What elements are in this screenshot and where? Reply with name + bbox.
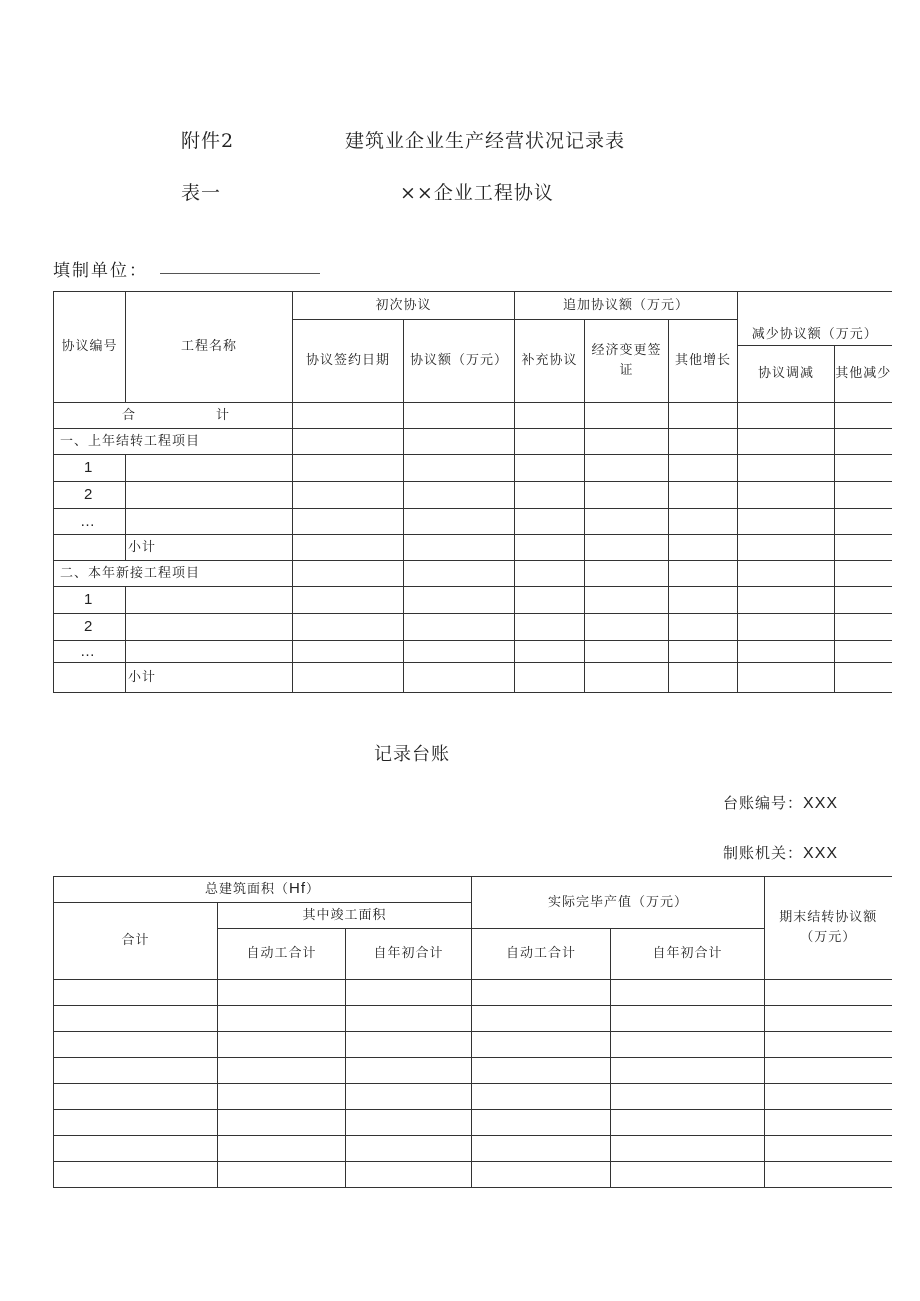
table-cell[interactable] bbox=[835, 641, 892, 663]
header-output-since-start: 自动工合计 bbox=[472, 929, 611, 980]
table-cell[interactable] bbox=[738, 561, 835, 587]
table-cell[interactable] bbox=[738, 429, 835, 455]
table-cell[interactable] bbox=[835, 429, 892, 455]
header-agreement-no: 协议编号 bbox=[54, 292, 126, 403]
table-cell[interactable] bbox=[835, 561, 892, 587]
table-cell[interactable] bbox=[611, 1006, 765, 1032]
table-cell[interactable] bbox=[585, 509, 669, 535]
table-cell[interactable] bbox=[346, 1162, 472, 1188]
table-row bbox=[54, 980, 892, 1006]
header-added-amount: 追加协议额（万元） bbox=[515, 292, 738, 320]
ledger-organ-value: XXX bbox=[803, 845, 839, 862]
table-cell[interactable] bbox=[126, 641, 293, 663]
table-cell[interactable] bbox=[126, 482, 293, 509]
table-cell[interactable] bbox=[218, 1032, 346, 1058]
table-cell[interactable] bbox=[515, 429, 585, 455]
table-cell[interactable] bbox=[346, 1058, 472, 1084]
table-cell[interactable] bbox=[611, 1032, 765, 1058]
table-cell[interactable] bbox=[472, 1084, 611, 1110]
table-cell[interactable] bbox=[293, 663, 404, 693]
table-row bbox=[54, 587, 892, 614]
table-cell[interactable] bbox=[404, 641, 515, 663]
table-cell[interactable] bbox=[293, 587, 404, 614]
table-cell[interactable] bbox=[765, 1084, 892, 1110]
table-number: 表一 bbox=[181, 182, 222, 204]
header-project-name: 工程名称 bbox=[126, 292, 293, 403]
table-cell[interactable] bbox=[404, 403, 515, 429]
table-row bbox=[54, 455, 892, 482]
table-cell[interactable] bbox=[218, 1084, 346, 1110]
table-row bbox=[54, 641, 892, 663]
table-cell[interactable] bbox=[765, 1032, 892, 1058]
table-cell[interactable] bbox=[585, 403, 669, 429]
table-cell[interactable] bbox=[738, 403, 835, 429]
ledger-organ bbox=[723, 842, 838, 863]
table-cell[interactable] bbox=[54, 1110, 218, 1136]
section-new-label: 二、本年新接工程项目 bbox=[54, 561, 293, 587]
table-cell[interactable] bbox=[585, 641, 669, 663]
table-cell[interactable] bbox=[54, 1136, 218, 1162]
table-cell[interactable] bbox=[293, 614, 404, 641]
table-cell[interactable] bbox=[515, 641, 585, 663]
table-cell[interactable] bbox=[669, 614, 738, 641]
table-cell[interactable] bbox=[404, 535, 515, 561]
table-row bbox=[54, 1058, 892, 1084]
document-title: 建筑业企业生产经营状况记录表 bbox=[345, 130, 626, 152]
total-area-unit: Hf bbox=[289, 880, 306, 897]
attachment-label: 附件2 bbox=[181, 130, 235, 152]
total-area-suffix: ） bbox=[306, 882, 321, 897]
fill-unit-blank[interactable] bbox=[160, 273, 320, 274]
table-cell[interactable] bbox=[515, 509, 585, 535]
table-cell[interactable] bbox=[54, 1162, 218, 1188]
table-cell[interactable] bbox=[669, 587, 738, 614]
table-cell[interactable] bbox=[404, 614, 515, 641]
section-row bbox=[54, 561, 892, 587]
table-cell[interactable] bbox=[472, 1136, 611, 1162]
header-initial-agreement: 初次协议 bbox=[293, 292, 515, 320]
table-cell[interactable] bbox=[293, 561, 404, 587]
ledger-number-label: 台账编号： bbox=[723, 794, 804, 812]
table-cell[interactable] bbox=[585, 663, 669, 693]
total-area-prefix: 总建筑面积（ bbox=[204, 882, 289, 897]
table-cell[interactable] bbox=[218, 1006, 346, 1032]
table-cell[interactable] bbox=[835, 614, 892, 641]
table-cell[interactable] bbox=[472, 1058, 611, 1084]
header-total-area bbox=[54, 877, 472, 903]
table-cell[interactable] bbox=[669, 641, 738, 663]
header-reduced-amount: 减少协议额（万元） bbox=[738, 292, 892, 346]
header-actual-output: 实际完毕产值（万元） bbox=[472, 877, 765, 929]
table-cell[interactable] bbox=[738, 614, 835, 641]
table-cell[interactable] bbox=[346, 1006, 472, 1032]
table-cell[interactable] bbox=[835, 482, 892, 509]
table-cell[interactable] bbox=[404, 455, 515, 482]
table-cell[interactable] bbox=[585, 455, 669, 482]
table-cell[interactable] bbox=[669, 455, 738, 482]
table-cell[interactable] bbox=[472, 980, 611, 1006]
table-cell[interactable] bbox=[515, 482, 585, 509]
agreement-table bbox=[53, 291, 892, 693]
table-title: ××企业工程协议 bbox=[400, 182, 554, 204]
table-cell[interactable] bbox=[585, 587, 669, 614]
table-cell[interactable] bbox=[404, 663, 515, 693]
table-cell[interactable] bbox=[293, 641, 404, 663]
table-row bbox=[54, 1136, 892, 1162]
table-cell[interactable] bbox=[738, 482, 835, 509]
table-cell[interactable] bbox=[585, 429, 669, 455]
table-cell[interactable] bbox=[293, 455, 404, 482]
table-cell[interactable] bbox=[515, 403, 585, 429]
header-output-year-to-date: 自年初合计 bbox=[611, 929, 765, 980]
table-cell[interactable] bbox=[515, 663, 585, 693]
table-cell[interactable] bbox=[472, 1110, 611, 1136]
table-cell[interactable] bbox=[669, 482, 738, 509]
table-cell[interactable] bbox=[346, 1084, 472, 1110]
table-cell[interactable] bbox=[126, 509, 293, 535]
table-cell[interactable] bbox=[293, 535, 404, 561]
table-cell[interactable] bbox=[738, 535, 835, 561]
table-cell[interactable] bbox=[585, 561, 669, 587]
row-number: 1 bbox=[54, 455, 126, 482]
table-cell[interactable] bbox=[404, 482, 515, 509]
table-cell[interactable] bbox=[515, 535, 585, 561]
subtotal-label: 小计 bbox=[126, 663, 293, 693]
ledger-title: 记录台账 bbox=[374, 744, 450, 765]
section-row bbox=[54, 429, 892, 455]
header-ending-carryover: 期末结转协议额（万元） bbox=[765, 877, 892, 980]
table-cell[interactable] bbox=[472, 1162, 611, 1188]
table-cell[interactable] bbox=[611, 1084, 765, 1110]
table-cell[interactable] bbox=[738, 663, 835, 693]
table-cell[interactable] bbox=[611, 1058, 765, 1084]
table-cell[interactable] bbox=[515, 455, 585, 482]
header-economic-change: 经济变更签证 bbox=[585, 320, 669, 403]
table-cell[interactable] bbox=[54, 535, 126, 561]
ledger-table bbox=[53, 876, 892, 1188]
subtotal-row bbox=[54, 535, 892, 561]
table-cell[interactable] bbox=[669, 509, 738, 535]
subtotal-row bbox=[54, 663, 892, 693]
table-cell[interactable] bbox=[346, 1136, 472, 1162]
table-cell[interactable] bbox=[611, 1110, 765, 1136]
table-cell[interactable] bbox=[54, 1032, 218, 1058]
row-number: 2 bbox=[54, 614, 126, 641]
total-label-he: 合 bbox=[122, 407, 137, 423]
header-completed-area: 其中竣工面积 bbox=[218, 903, 472, 929]
header-total: 合计 bbox=[54, 903, 218, 980]
header-agreement-adjust: 协议调减 bbox=[738, 346, 835, 403]
table-cell[interactable] bbox=[404, 561, 515, 587]
row-number: 1 bbox=[54, 587, 126, 614]
table-row bbox=[54, 1162, 892, 1188]
header-other-increase: 其他增长 bbox=[669, 320, 738, 403]
table-cell[interactable] bbox=[293, 429, 404, 455]
table-cell[interactable] bbox=[765, 1006, 892, 1032]
table-cell[interactable] bbox=[611, 980, 765, 1006]
row-number: 2 bbox=[54, 482, 126, 509]
ledger-number-value: XXX bbox=[803, 795, 839, 812]
table-cell[interactable] bbox=[515, 587, 585, 614]
fill-unit-label: 填制单位： bbox=[53, 261, 148, 281]
table-cell[interactable] bbox=[54, 1058, 218, 1084]
table-cell[interactable] bbox=[404, 587, 515, 614]
table-cell[interactable] bbox=[765, 1058, 892, 1084]
table-cell[interactable] bbox=[835, 509, 892, 535]
table-cell[interactable] bbox=[218, 1058, 346, 1084]
row-ellipsis: … bbox=[54, 509, 126, 535]
header-other-decrease: 其他减少 bbox=[835, 346, 892, 403]
table-cell[interactable] bbox=[765, 1162, 892, 1188]
table-cell[interactable] bbox=[515, 614, 585, 641]
table-cell[interactable] bbox=[835, 535, 892, 561]
total-label bbox=[54, 403, 293, 429]
ledger-number bbox=[723, 792, 838, 813]
table-cell[interactable] bbox=[54, 663, 126, 693]
table-cell[interactable] bbox=[585, 614, 669, 641]
table-cell[interactable] bbox=[738, 455, 835, 482]
table-row bbox=[54, 1032, 892, 1058]
table-cell[interactable] bbox=[218, 1136, 346, 1162]
header-sign-date: 协议签约日期 bbox=[293, 320, 404, 403]
table-cell[interactable] bbox=[54, 1006, 218, 1032]
table-cell[interactable] bbox=[738, 641, 835, 663]
table-cell[interactable] bbox=[293, 509, 404, 535]
table-cell[interactable] bbox=[669, 535, 738, 561]
table-cell[interactable] bbox=[738, 509, 835, 535]
table-row bbox=[54, 1006, 892, 1032]
table-cell[interactable] bbox=[669, 561, 738, 587]
table-cell[interactable] bbox=[346, 980, 472, 1006]
table-cell[interactable] bbox=[515, 561, 585, 587]
table-cell[interactable] bbox=[611, 1136, 765, 1162]
table-row bbox=[54, 482, 892, 509]
table-cell[interactable] bbox=[126, 587, 293, 614]
table-cell[interactable] bbox=[765, 980, 892, 1006]
header-area-since-start: 自动工合计 bbox=[218, 929, 346, 980]
table-cell[interactable] bbox=[765, 1110, 892, 1136]
table-cell[interactable] bbox=[585, 535, 669, 561]
table-cell[interactable] bbox=[218, 980, 346, 1006]
subtotal-label: 小计 bbox=[126, 535, 293, 561]
table-cell[interactable] bbox=[126, 614, 293, 641]
table-row bbox=[54, 509, 892, 535]
table-cell[interactable] bbox=[835, 403, 892, 429]
table-cell[interactable] bbox=[765, 1136, 892, 1162]
total-label-ji: 计 bbox=[216, 407, 231, 423]
table-cell[interactable] bbox=[738, 587, 835, 614]
header-agreement-amount: 协议额（万元） bbox=[404, 320, 515, 403]
table-cell[interactable] bbox=[346, 1032, 472, 1058]
table-cell[interactable] bbox=[835, 455, 892, 482]
table-cell[interactable] bbox=[218, 1162, 346, 1188]
table-cell[interactable] bbox=[346, 1110, 472, 1136]
ledger-organ-label: 制账机关： bbox=[723, 844, 804, 862]
table-cell[interactable] bbox=[835, 587, 892, 614]
table-cell[interactable] bbox=[293, 482, 404, 509]
table-cell[interactable] bbox=[293, 403, 404, 429]
table-cell[interactable] bbox=[669, 429, 738, 455]
table-cell[interactable] bbox=[585, 482, 669, 509]
table-cell[interactable] bbox=[669, 663, 738, 693]
table-cell[interactable] bbox=[611, 1162, 765, 1188]
table-cell[interactable] bbox=[472, 1006, 611, 1032]
table-cell[interactable] bbox=[126, 455, 293, 482]
table-cell[interactable] bbox=[669, 403, 738, 429]
table-cell[interactable] bbox=[472, 1032, 611, 1058]
table-cell[interactable] bbox=[404, 509, 515, 535]
section-carryover-label: 一、上年结转工程项目 bbox=[54, 429, 293, 455]
row-ellipsis: … bbox=[54, 641, 126, 663]
table-row bbox=[54, 1084, 892, 1110]
table-cell[interactable] bbox=[218, 1110, 346, 1136]
total-row bbox=[54, 403, 892, 429]
table-cell[interactable] bbox=[404, 429, 515, 455]
table-cell[interactable] bbox=[54, 980, 218, 1006]
table-row bbox=[54, 1110, 892, 1136]
header-supplementary: 补充协议 bbox=[515, 320, 585, 403]
table-cell[interactable] bbox=[54, 1084, 218, 1110]
table-cell[interactable] bbox=[835, 663, 892, 693]
header-area-year-to-date: 自年初合计 bbox=[346, 929, 472, 980]
table-row bbox=[54, 614, 892, 641]
